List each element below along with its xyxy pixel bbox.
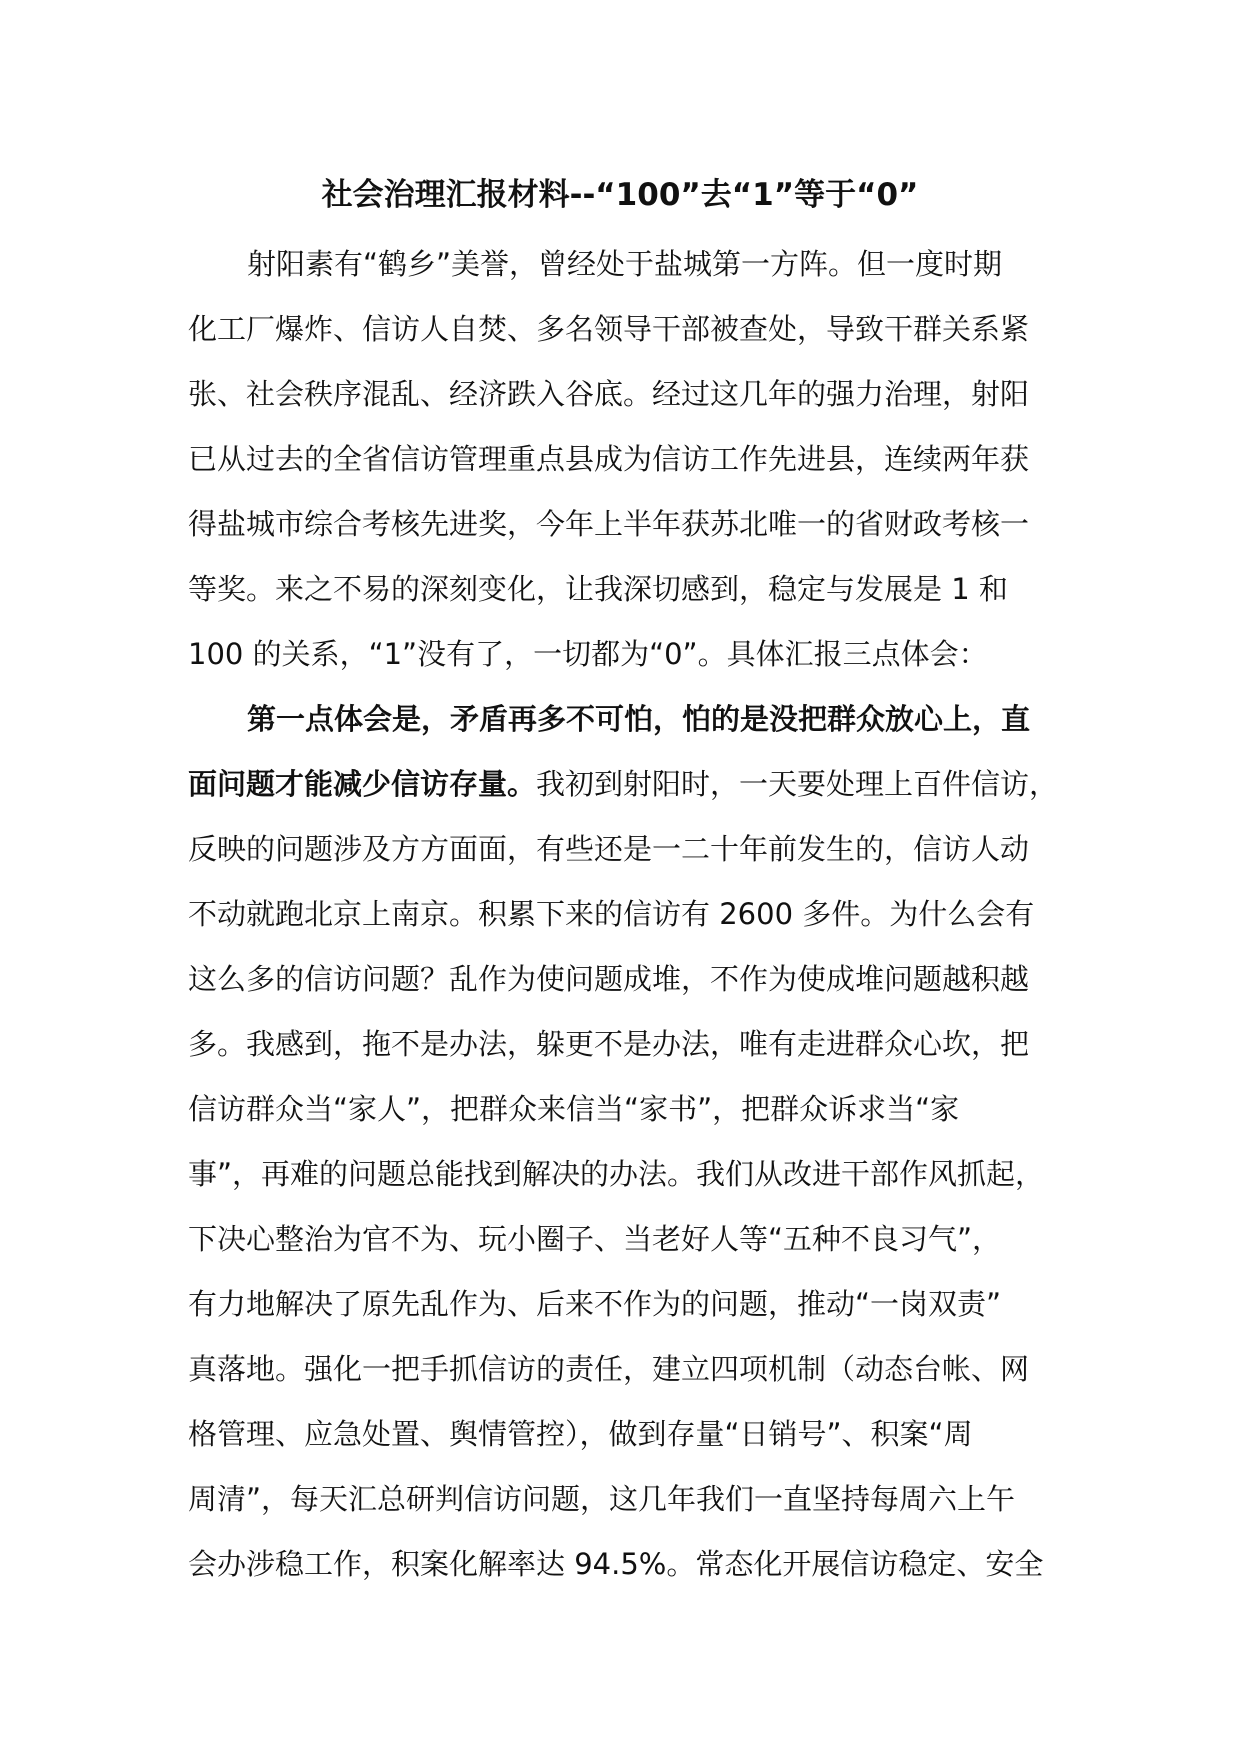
paragraph-line: 反映的问题涉及方方面面，有些还是一二十年前发生的，信访人动	[188, 832, 1030, 866]
paragraph-line: 多。我感到，拖不是办法，躲更不是办法，唯有走进群众心坎，把	[188, 1027, 1030, 1061]
paragraph-line: 等奖。来之不易的深刻变化，让我深切感到，稳定与发展是 1 和	[188, 572, 1008, 606]
paragraph-line: 化工厂爆炸、信访人自焚、多名领导干部被查处，导致干群关系紧	[188, 312, 1030, 346]
heading-line: 第一点体会是，矛盾再多不可怕，怕的是没把群众放心上，直	[247, 702, 1031, 736]
paragraph-line: 有力地解决了原先乱作为、后来不作为的问题，推动“一岗双责”	[188, 1287, 1002, 1321]
document-body	[188, 232, 1072, 1597]
paragraph-line: 不动就跑北京上南京。积累下来的信访有 2600 多件。为什么会有	[188, 897, 1035, 931]
paragraph-line: 周清”，每天汇总研判信访问题，这几年我们一直坚持每周六上午	[188, 1482, 1016, 1516]
paragraph-line: 已从过去的全省信访管理重点县成为信访工作先进县，连续两年获	[188, 442, 1030, 476]
paragraph-line: 张、社会秩序混乱、经济跌入谷底。经过这几年的强力治理，射阳	[188, 377, 1030, 411]
paragraph-line: 会办涉稳工作，积案化解率达 94.5%。常态化开展信访稳定、安全	[188, 1547, 1044, 1581]
paragraph-line: 射阳素有“鹤乡”美誉，曾经处于盐城第一方阵。但一度时期	[247, 247, 1003, 281]
paragraph-line: 信访群众当“家人”，把群众来信当“家书”，把群众诉求当“家	[188, 1092, 960, 1126]
paragraph-line-mixed	[188, 752, 1072, 817]
paragraph-text: 我初到射阳时，一天要处理上百件信访，	[536, 767, 1059, 801]
paragraph-line: 真落地。强化一把手抓信访的责任，建立四项机制（动态台帐、网	[188, 1352, 1030, 1386]
paragraph-line: 格管理、应急处置、舆情管控），做到存量“日销号”、积案“周	[188, 1417, 973, 1451]
bold-lead-text: 面问题才能减少信访存量。	[188, 767, 537, 801]
document-title: 社会治理汇报材料--“100”去“1”等于“0”	[321, 177, 919, 213]
paragraph-line: 得盐城市综合考核先进奖，今年上半年获苏北唯一的省财政考核一	[188, 507, 1030, 541]
paragraph-line: 这么多的信访问题？乱作为使问题成堆，不作为使成堆问题越积越	[188, 962, 1030, 996]
paragraph-line: 100 的关系，“1”没有了，一切都为“0”。具体汇报三点体会：	[188, 637, 988, 671]
paragraph-line: 事”，再难的问题总能找到解决的办法。我们从改进干部作风抓起，	[188, 1157, 1045, 1191]
paragraph-line: 下决心整治为官不为、玩小圈子、当老好人等“五种不良习气”，	[188, 1222, 1002, 1256]
